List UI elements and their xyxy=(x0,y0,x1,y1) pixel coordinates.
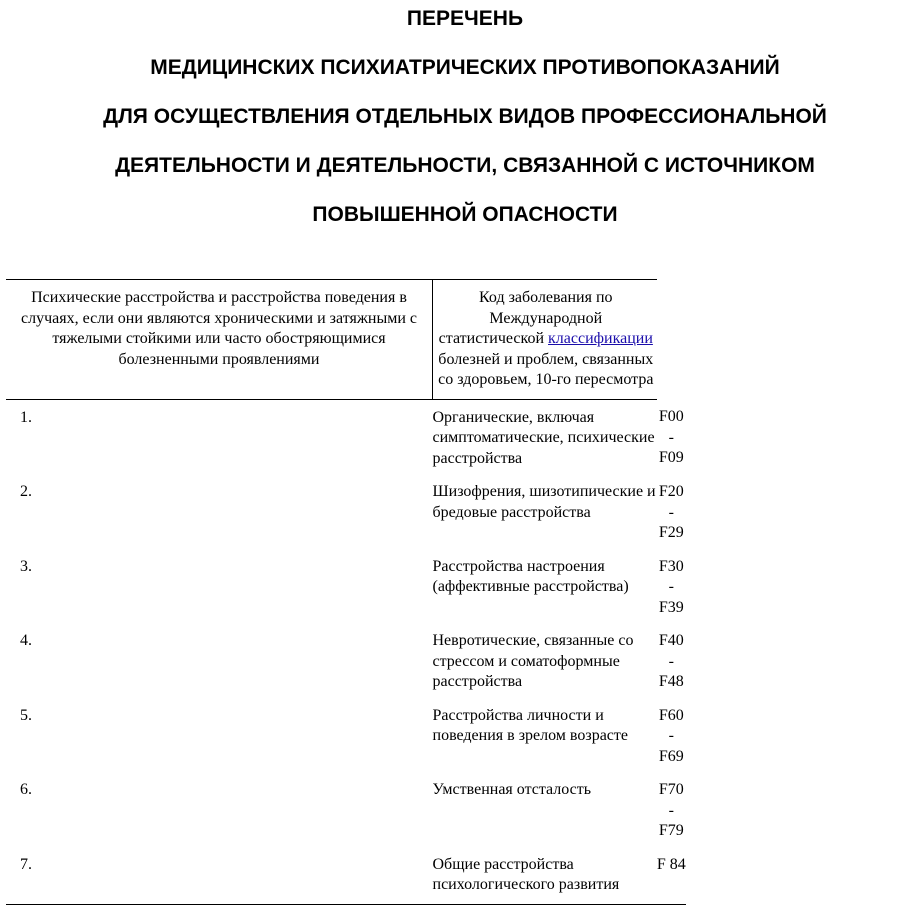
contraindications-table xyxy=(6,279,686,905)
row-disorder-name: Шизофрения, шизотипические и бредовые расстройства xyxy=(432,483,656,521)
table-row xyxy=(6,399,686,482)
row-number: 5. xyxy=(20,706,32,724)
row-icd-code: F20 - F29 xyxy=(658,483,684,541)
title-line-2: МЕДИЦИНСКИХ ПСИХИАТРИЧЕСКИХ ПРОТИВОПОКАЗАНИЙ xyxy=(150,56,780,79)
row-icd-code: F00 - F09 xyxy=(658,408,684,466)
table-row xyxy=(6,855,686,905)
row-disorder-name: Умственная отсталость xyxy=(432,781,592,798)
row-number: 2. xyxy=(20,483,32,500)
header-icd-code xyxy=(433,280,657,400)
row-number: 7. xyxy=(6,855,433,905)
header-code-text-before: Код заболевания по Международной статистической xyxy=(438,289,613,347)
row-disorder-name: Расстройства личности и поведения в зрелом возрасте xyxy=(432,706,628,744)
row-disorder-name: Невротические, связанные со стрессом и соматоформные расстройства xyxy=(432,632,634,690)
row-icd-code: F70 - F79 xyxy=(658,781,684,839)
title-line-3: ДЛЯ ОСУЩЕСТВЛЕНИЯ ОТДЕЛЬНЫХ ВИДОВ ПРОФЕССИОНАЛЬНОЙ xyxy=(103,105,827,128)
table-row xyxy=(6,482,686,557)
header-disorders: Психические расстройства и расстройства поведения в случаях, если они являются хроническими и затяжными с тяжелыми стойкими или часто обостряющимися болезненными проявлениями xyxy=(6,280,433,400)
table-header-row xyxy=(6,280,686,400)
row-icd-code: F30 - F39 xyxy=(658,557,684,616)
header-code-text-after: болезней и проблем, связанных со здоровьем, 10-го пересмотра xyxy=(438,350,654,388)
row-number: 3. xyxy=(20,557,32,575)
row-icd-code: F40 - F48 xyxy=(658,632,684,690)
table-row xyxy=(6,631,686,706)
title-line-4: ДЕЯТЕЛЬНОСТИ И ДЕЯТЕЛЬНОСТИ, СВЯЗАННОЙ С ИСТОЧНИКОМ xyxy=(115,154,815,177)
row-icd-code: F60 - F69 xyxy=(658,706,684,765)
row-disorder-name: Органические, включая симптоматические, психические расстройства xyxy=(432,408,655,467)
row-disorder-name: Расстройства настроения (аффективные расстройства) xyxy=(432,557,629,595)
title-line-5: ПОВЫШЕННОЙ ОПАСНОСТИ xyxy=(312,203,618,226)
table-row xyxy=(6,706,686,781)
table-row xyxy=(6,780,686,855)
table-row xyxy=(6,557,686,632)
classification-link[interactable]: классификации xyxy=(548,330,653,347)
row-number: 6. xyxy=(20,781,32,798)
row-number: 1. xyxy=(20,408,32,426)
row-number: 4. xyxy=(20,632,32,649)
title-line-1: ПЕРЕЧЕНЬ xyxy=(406,7,524,30)
row-disorder-name: Общие расстройства психологического развития xyxy=(433,855,657,905)
row-icd-code: F 84 xyxy=(657,855,686,905)
